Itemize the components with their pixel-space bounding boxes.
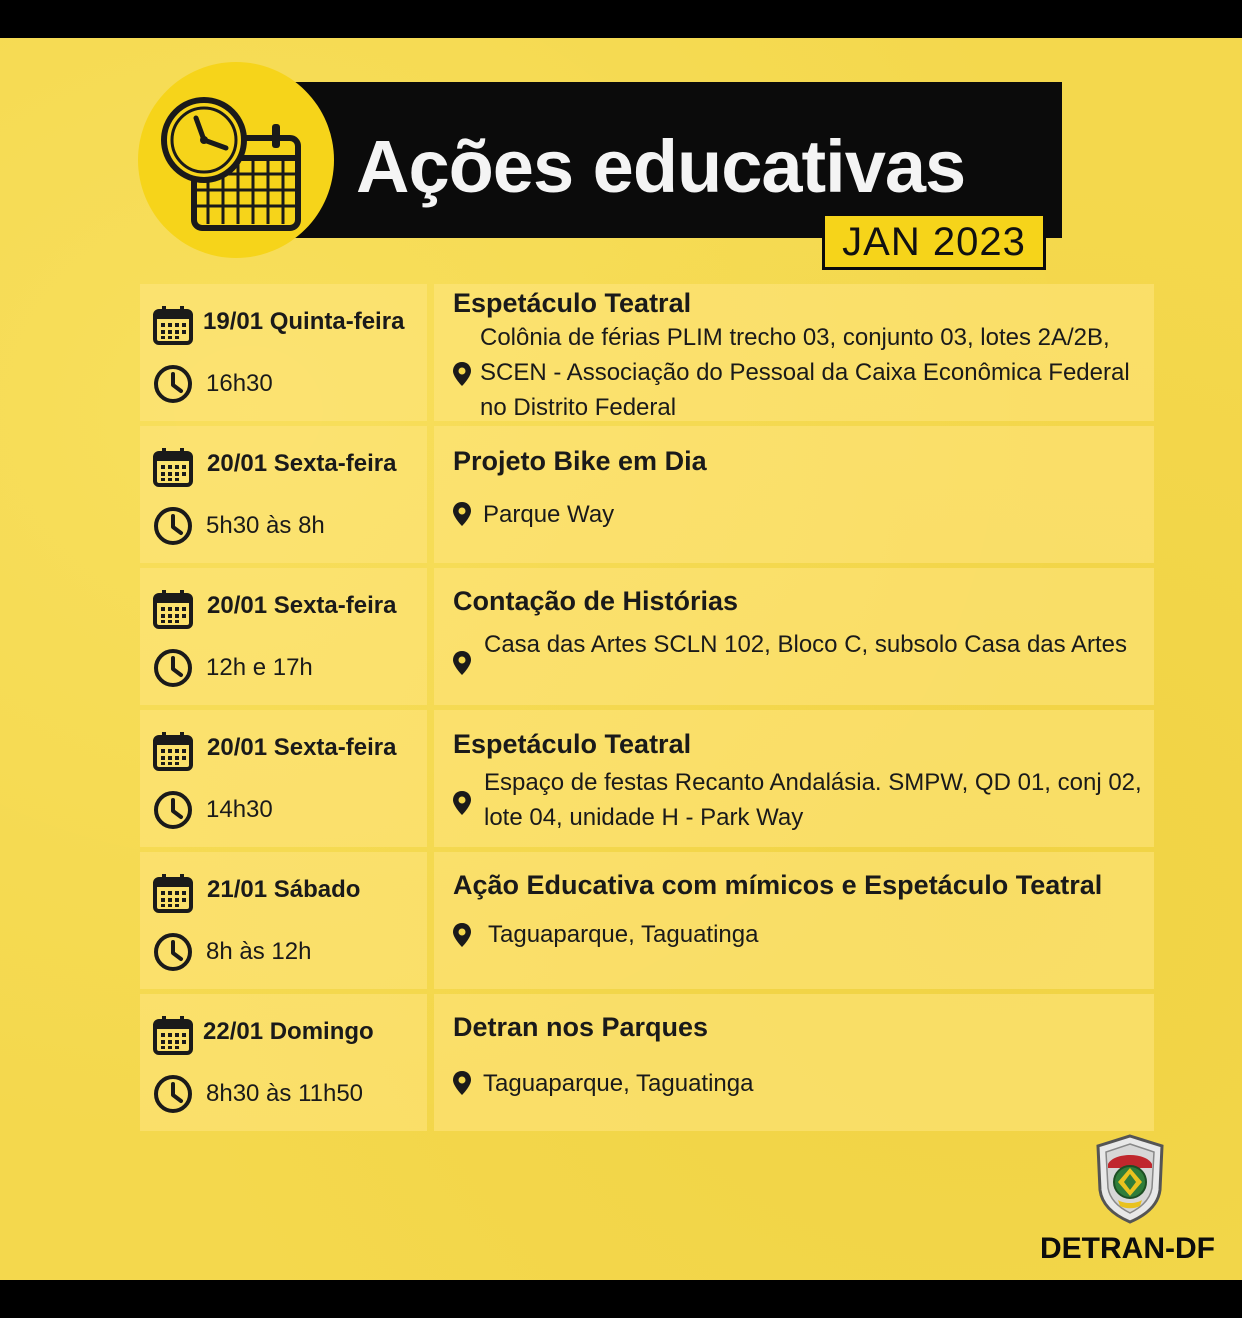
- event-row: [140, 426, 1154, 563]
- event-details: [434, 710, 1154, 847]
- event-location: Colônia de férias PLIM trecho 03, conjunto 03, lotes 2A/2B, SCEN - Associação do Pessoal da Caixa Econômica Federal no Distrito Federal: [480, 324, 1130, 421]
- event-title: Espetáculo Teatral: [453, 729, 692, 759]
- clock-icon: [153, 932, 193, 972]
- calendar-icon: [152, 730, 194, 772]
- calendar-icon: [152, 588, 194, 630]
- clock-icon: [153, 364, 193, 404]
- event-details: [434, 426, 1154, 563]
- page-title: Ações educativas: [356, 125, 966, 208]
- event-title: Detran nos Parques: [453, 1012, 709, 1042]
- calendar-icon: [152, 1014, 194, 1056]
- event-when: [140, 710, 427, 847]
- event-date: 20/01 Sexta-feira: [207, 592, 397, 619]
- event-when: [140, 852, 427, 989]
- event-location: Taguaparque, Taguatinga: [483, 1070, 754, 1097]
- period-tag: JAN 2023: [822, 216, 1046, 270]
- event-date: 20/01 Sexta-feira: [207, 734, 397, 761]
- event-row: [140, 852, 1154, 989]
- event-location: Espaço de festas Recanto Andalásia. SMPW, QD 01, conj 02, lote 04, unidade H - Park Way: [484, 769, 1142, 831]
- event-details: [434, 568, 1154, 705]
- detran-shield-logo: [1094, 1134, 1166, 1224]
- event-location: Casa das Artes SCLN 102, Bloco C, subsolo Casa das Artes: [484, 631, 1127, 658]
- event-when: [140, 568, 427, 705]
- event-row: [140, 568, 1154, 705]
- location-pin-icon: [452, 650, 472, 676]
- event-when: [140, 284, 427, 421]
- clock-icon: [153, 648, 193, 688]
- event-time: 16h30: [206, 370, 273, 397]
- event-time: 12h e 17h: [206, 654, 313, 681]
- clock-icon: [153, 506, 193, 546]
- event-date: 19/01 Quinta-feira: [203, 308, 405, 335]
- event-time: 5h30 às 8h: [206, 512, 325, 539]
- location-pin-icon: [452, 1070, 472, 1096]
- clock-icon: [153, 790, 193, 830]
- event-title: Contação de Histórias: [453, 586, 739, 616]
- location-pin-icon: [452, 790, 472, 816]
- event-time: 8h30 às 11h50: [206, 1080, 364, 1107]
- brand-name: DETRAN-DF: [1040, 1232, 1215, 1265]
- calendar-icon: [152, 872, 194, 914]
- event-time: 14h30: [206, 796, 273, 823]
- event-title: Ação Educativa com mímicos e Espetáculo Teatral: [453, 870, 1103, 900]
- poster: [0, 38, 1242, 1280]
- event-row: [140, 994, 1154, 1131]
- event-details: [434, 852, 1154, 989]
- event-row: [140, 284, 1154, 421]
- clock-icon: [153, 1074, 193, 1114]
- event-when: [140, 426, 427, 563]
- location-pin-icon: [452, 361, 472, 387]
- location-pin-icon: [452, 922, 472, 948]
- location-pin-icon: [452, 501, 472, 527]
- event-time: 8h às 12h: [206, 938, 312, 965]
- calendar-clock-icon: [138, 62, 334, 258]
- event-when: [140, 994, 427, 1131]
- event-location: Taguaparque, Taguatinga: [488, 921, 759, 948]
- event-row: [140, 710, 1154, 847]
- calendar-icon: [152, 446, 194, 488]
- event-date: 22/01 Domingo: [203, 1018, 374, 1045]
- event-details: [434, 994, 1154, 1131]
- event-location: Parque Way: [483, 501, 615, 528]
- event-date: 21/01 Sábado: [207, 876, 361, 903]
- event-title: Projeto Bike em Dia: [453, 446, 707, 476]
- calendar-icon: [152, 304, 194, 346]
- event-date: 20/01 Sexta-feira: [207, 450, 397, 477]
- event-details: [434, 284, 1154, 421]
- event-title: Espetáculo Teatral: [453, 288, 692, 318]
